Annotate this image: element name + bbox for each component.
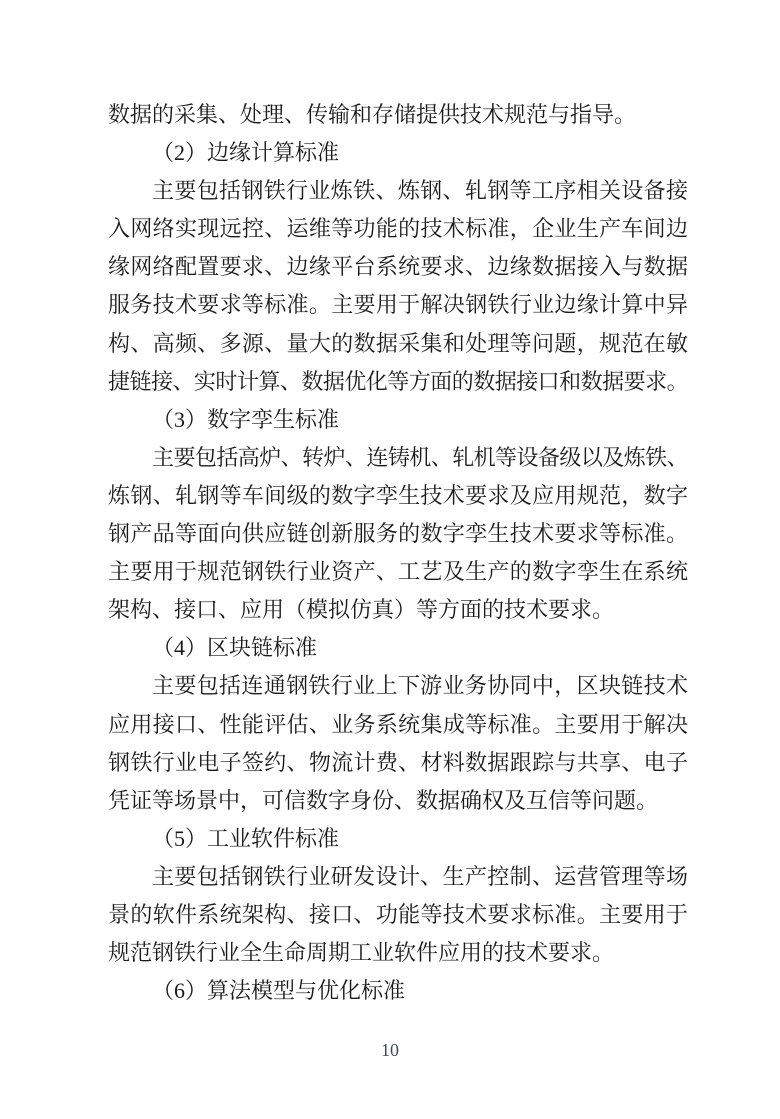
section-heading-line: （6）算法模型与优化标准 — [152, 978, 406, 1004]
body-text-line: 主要包括钢铁行业研发设计、生产控制、运营管理等场 — [152, 863, 688, 889]
body-text-line: 主要用于规范钢铁行业资产、工艺及生产的数字孪生在系统 — [108, 559, 688, 585]
body-text-line: 景的软件系统架构、接口、功能等技术要求标准。主要用于 — [108, 901, 688, 927]
body-text-line: 应用接口、性能评估、业务系统集成等标准。主要用于解决 — [108, 711, 688, 737]
body-text-line: 缘网络配置要求、边缘平台系统要求、边缘数据接入与数据 — [108, 254, 688, 280]
body-text-line: 主要包括连通钢铁行业上下游业务协同中，区块链技术 — [152, 673, 688, 699]
body-text-line: 主要包括高炉、转炉、连铸机、轧机等设备级以及炼铁、 — [152, 444, 688, 470]
body-text-line: 炼钢、轧钢等车间级的数字孪生技术要求及应用规范，数字 — [108, 482, 688, 508]
body-text-line: 钢产品等面向供应链创新服务的数字孪生技术要求等标准。 — [108, 521, 688, 547]
section-heading-line: （2）边缘计算标准 — [152, 140, 340, 166]
page-number: 10 — [381, 1040, 399, 1060]
text-block — [108, 96, 688, 1010]
body-text-line: 凭证等场景中，可信数字身份、数据确权及互信等问题。 — [108, 787, 659, 813]
section-heading-line: （3）数字孪生标准 — [152, 406, 340, 432]
section-heading-line: （5）工业软件标准 — [152, 825, 340, 851]
body-text-line: 捷链接、实时计算、数据优化等方面的数据接口和数据要求。 — [108, 368, 688, 394]
body-text-line: 入网络实现远控、运维等功能的技术标准，企业生产车间边 — [108, 216, 688, 242]
body-text-line: 钢铁行业电子签约、物流计费、材料数据跟踪与共享、电子 — [108, 749, 688, 775]
body-text-line: 主要包括钢铁行业炼铁、炼钢、轧钢等工序相关设备接 — [152, 178, 688, 204]
body-text-line: 规范钢铁行业全生命周期工业软件应用的技术要求。 — [108, 940, 615, 966]
section-heading-line: （4）区块链标准 — [152, 635, 318, 661]
body-text-line: 架构、接口、应用（模拟仿真）等方面的技术要求。 — [108, 597, 615, 623]
body-text-line: 构、高频、多源、量大的数据采集和处理等问题，规范在敏 — [108, 330, 688, 356]
body-text-line: 数据的采集、处理、传输和存储提供技术规范与指导。 — [108, 102, 637, 127]
body-text-line: 服务技术要求等标准。主要用于解决钢铁行业边缘计算中异 — [108, 292, 688, 318]
